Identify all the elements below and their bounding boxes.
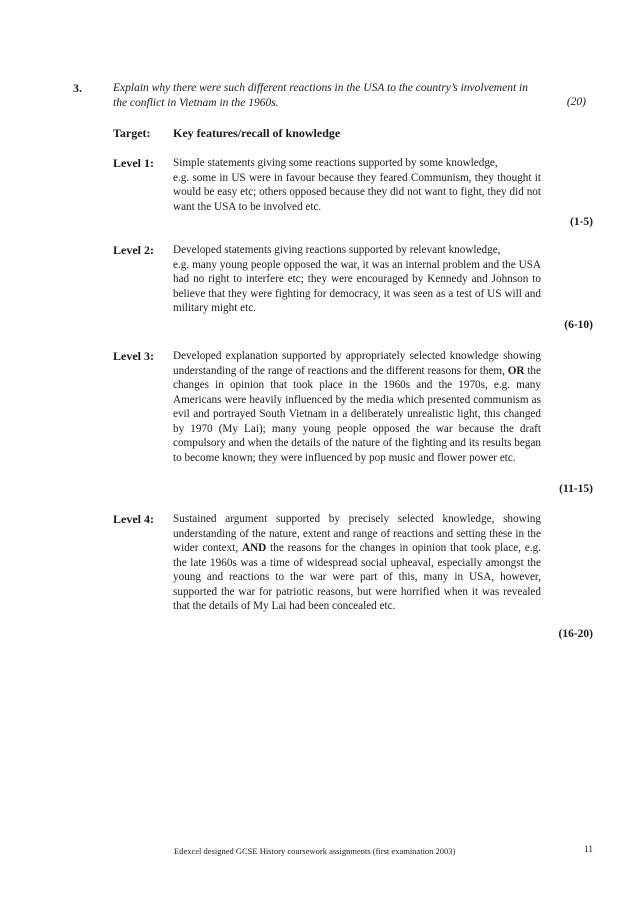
- level-1-description: [173, 156, 541, 214]
- level-2-marks: (6-10): [564, 319, 593, 331]
- level-1-marks: (1-5): [570, 216, 593, 228]
- question-text: Explain why there were such different reactions in the USA to the country’s involvement in the conflict in Vietnam in the 1960s.: [113, 82, 528, 109]
- level-4-text-after: the reasons for the changes in opinion that took place, e.g. the late 1960s was a time of widespread social upheaval, especially amongst the young and reactions to the war were part of this, many in USA, however, supported the war for patriotic reasons, but were horrified when it was revealed that the details of My Lai had been concealed etc.: [173, 542, 542, 612]
- level-1-block: [113, 156, 593, 236]
- level-2-example: e.g. many young people opposed the war, it was an internal problem and the USA had no right to interfere etc; they were encouraged by Kennedy and Johnson to believe that they were fighting for democracy, it was seen as a test of US will and military might etc.: [173, 258, 541, 314]
- level-2-block: [113, 243, 593, 338]
- level-2-label: Level 2:: [113, 243, 154, 257]
- page-number: 11: [583, 845, 593, 855]
- question-number: 3.: [73, 81, 82, 95]
- level-4-block: [113, 512, 593, 642]
- target-text: Key features/recall of knowledge: [173, 126, 341, 140]
- level-3-connector: OR: [507, 364, 525, 377]
- level-1-text: Simple statements giving some reactions supported by some knowledge,: [173, 157, 498, 169]
- level-4-text-before: Sustained argument supported by precisely selected knowledge, showing understanding of the nature, extent and range of reactions and setting these in the wider context,: [173, 513, 541, 554]
- level-3-description: [173, 349, 541, 465]
- level-4-label: Level 4:: [113, 512, 154, 526]
- level-1-label: Level 1:: [113, 156, 154, 170]
- level-3-text-after: the changes in opinion that took place in the 1960s and the 1970s, e.g. many Americans were heavily influenced by the media which presented communism as evil and portrayed South Vietnam in a deliberately unrealistic light, this changed by 1970 (My Lai); many young people opposed the war because the draft compulsory and when the details of the nature of the fighting and its results began to become known; they were influenced by pop music and flower power etc.: [173, 364, 541, 464]
- level-3-text-before: Developed explanation supported by appropriately selected knowledge showing understanding of the range of reactions and the different reasons for them,: [173, 350, 541, 377]
- level-2-text: Developed statements giving reactions supported by relevant knowledge,: [173, 244, 501, 256]
- level-3-label: Level 3:: [113, 349, 154, 363]
- level-4-marks: (16-20): [558, 628, 593, 640]
- target-label: Target:: [113, 126, 151, 140]
- level-4-connector: AND: [241, 542, 267, 554]
- level-1-example: e.g. some in US were in favour because they feared Communism, they thought it would be easy etc; others opposed because they did not want to fight, they did not want the USA to be involved etc.: [173, 171, 541, 213]
- level-4-description: [173, 512, 541, 614]
- level-3-marks: (11-15): [559, 483, 593, 495]
- footer-text: Edexcel designed GCSE History coursework assignments (first examination 2003): [174, 846, 456, 856]
- question-marks: (20): [566, 96, 586, 108]
- level-2-description: [173, 243, 541, 316]
- level-3-block: [113, 349, 593, 499]
